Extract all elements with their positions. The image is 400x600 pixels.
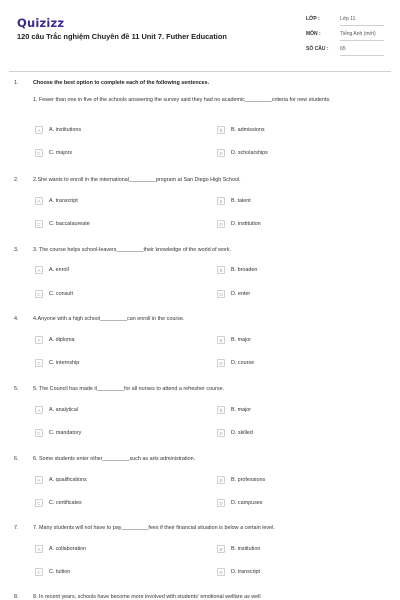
option-text: D. campuses [231,500,263,506]
option-text: D. enter [231,291,251,297]
meta-row-subject [306,29,384,41]
question-text: 7. Many students will not have to pay_________fees if their financial situation is below a certain level. [33,525,275,531]
meta-row-class [306,14,384,26]
option-letter-box[interactable]: D [217,359,225,367]
question-number: 8. [14,594,19,600]
question-text: 8. In recent years, schools have become more involved with students' emotional welfare as well [33,594,261,600]
option-letter-box[interactable]: B [217,545,225,553]
option-letter-box[interactable]: C [35,499,43,507]
option-text: B. professions [231,477,266,483]
option-letter-box[interactable]: B [217,476,225,484]
option-letter-box[interactable]: A [35,266,43,274]
document-title: 120 câu Trắc nghiệm Chuyên đề 11 Unit 7. Futher Education [17,32,227,41]
option-text: A. transcript [49,198,78,204]
option-letter-box[interactable]: D [217,290,225,298]
option-text: A. enroll [49,267,69,273]
header-divider [9,71,391,72]
meta-underline [340,40,384,41]
option-text: A. diploma [49,337,75,343]
option-letter-box[interactable]: C [35,429,43,437]
document-header [0,0,400,66]
option-text: C. consult [49,291,73,297]
option-text: C. mandatory [49,430,82,436]
option-text: B. talent [231,198,251,204]
option-letter-box[interactable]: B [217,266,225,274]
option-text: A. analytical [49,407,79,413]
instruction-text: Choose the best option to complete each of the following sentences. [33,80,210,86]
option-text: C. majors [49,150,73,156]
meta-label: SỐ CÂU : [306,46,329,52]
option-text: B. major [231,337,252,343]
option-text: D. skilled [231,430,253,436]
option-letter-box[interactable]: A [35,545,43,553]
option-letter-box[interactable]: B [217,406,225,414]
question-number: 2. [14,177,19,183]
option-text: D. course [231,360,255,366]
meta-value: 65 [340,46,346,52]
option-text: A. institutions [49,127,82,133]
option-letter-box[interactable]: B [217,126,225,134]
question-number: 6. [14,456,19,462]
option-letter-box[interactable]: D [217,429,225,437]
instruction-number: 1. [14,80,19,86]
option-text: A. collaboration [49,546,87,552]
option-letter-box[interactable]: C [35,220,43,228]
option-letter-box[interactable]: C [35,290,43,298]
question-text: 2.She wants to enroll in the international_________program at San Diego High School. [33,177,241,183]
question-number: 5. [14,386,19,392]
meta-label: MÔN : [306,31,321,37]
option-letter-box[interactable]: A [35,197,43,205]
question-text: 4.Anyone with a high school_________can enroll in the course. [33,316,185,322]
question-number: 7. [14,525,19,531]
option-text: D. institution [231,221,261,227]
meta-underline [340,25,384,26]
option-letter-box[interactable]: A [35,406,43,414]
question-text: 6. Some students enter other_________such as arts administration. [33,456,196,462]
option-text: D. scholarships [231,150,268,156]
option-text: C. tuition [49,569,71,575]
meta-underline [340,55,384,56]
option-letter-box[interactable]: B [217,197,225,205]
option-text: C. baccalaureate [49,221,90,227]
meta-label: LỚP : [306,16,320,22]
option-text: C. certificates [49,500,82,506]
option-letter-box[interactable]: B [217,336,225,344]
option-text: B. major [231,407,252,413]
option-letter-box[interactable]: C [35,149,43,157]
option-letter-box[interactable]: D [217,499,225,507]
question-number: 4. [14,316,19,322]
option-text: D. transcript [231,569,261,575]
option-letter-box[interactable]: A [35,476,43,484]
option-letter-box[interactable]: C [35,359,43,367]
option-letter-box[interactable]: D [217,568,225,576]
question-number: 3. [14,247,19,253]
option-text: A. qualifications [49,477,87,483]
meta-row-count [306,44,384,56]
question-text: 5. The Council has made it_________for all nurses to attend a refresher course. [33,386,225,392]
meta-value: Tiếng Anh (mới) [340,31,376,37]
question-text: 1. Fewer than one in five of the schools answering the survey said they had no academic_________criteria for new students. [33,97,331,103]
option-text: B. institution [231,546,261,552]
quizizz-logo[interactable]: Quizizz [17,16,65,30]
option-letter-box[interactable]: A [35,336,43,344]
option-letter-box[interactable]: D [217,149,225,157]
option-text: B. admissions [231,127,265,133]
option-text: B. broaden [231,267,258,273]
option-letter-box[interactable]: C [35,568,43,576]
meta-value: Lớp 11 [340,16,356,22]
option-text: C. internship [49,360,80,366]
option-letter-box[interactable]: A [35,126,43,134]
question-text: 3. The course helps school-leavers_________their knowledge of the world of work. [33,247,231,253]
option-letter-box[interactable]: D [217,220,225,228]
